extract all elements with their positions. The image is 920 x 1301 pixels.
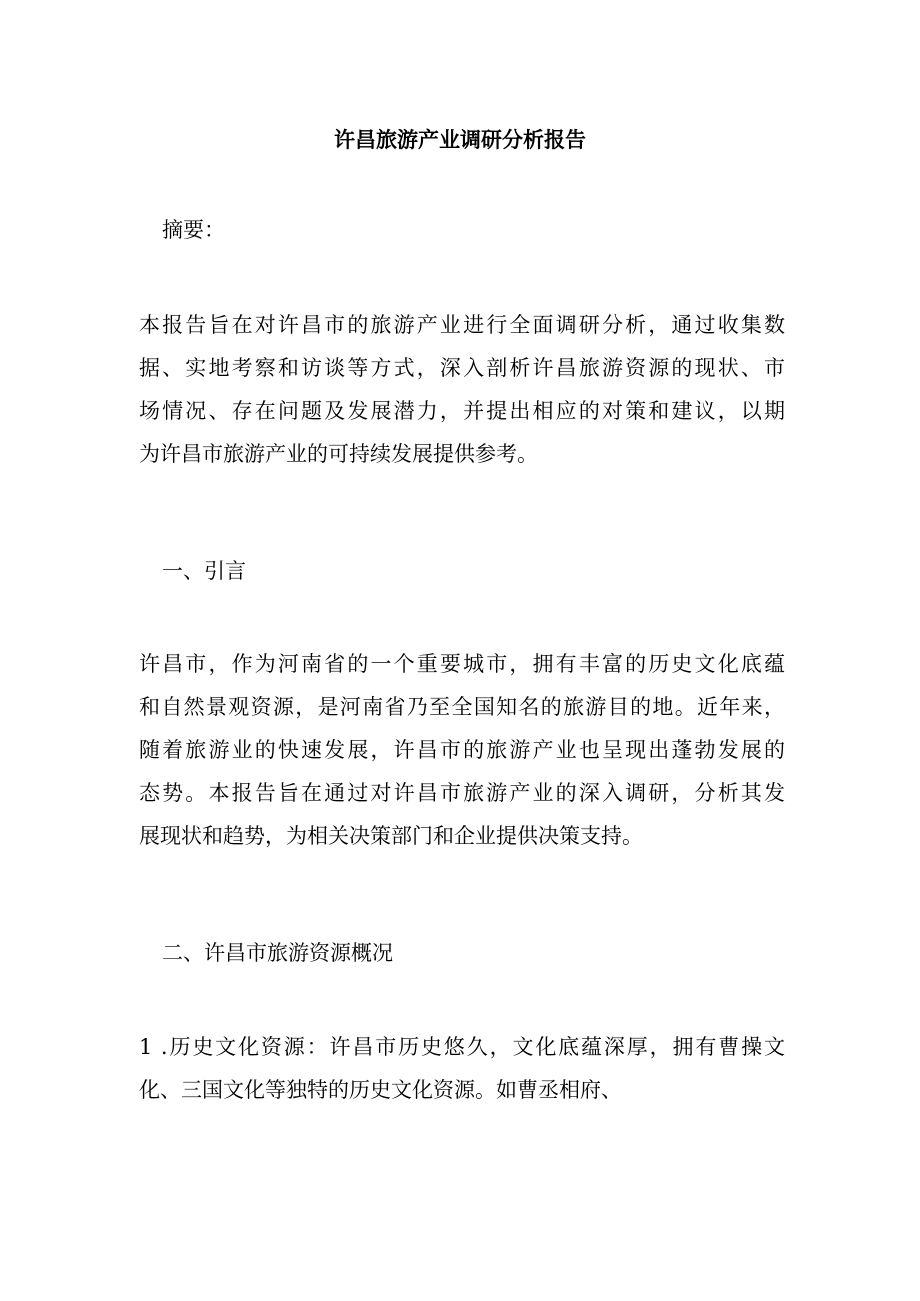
abstract-line: 据、实地考察和访谈等方式，深入剖析许昌旅游资源的现状、市 <box>139 356 785 380</box>
section-1-line: 许昌市，作为河南省的一个重要城市，拥有丰富的历史文化底蕴 <box>139 652 785 676</box>
section-2-item-1-line: 化、三国文化等独特的历史文化资源。如曹丞相府、 <box>139 1078 622 1102</box>
abstract-paragraph <box>139 304 785 476</box>
document-title: 许昌旅游产业调研分析报告 <box>334 127 586 152</box>
abstract-heading: 摘要： <box>162 218 225 242</box>
section-1-line: 随着旅游业的快速发展，许昌市的旅游产业也呈现出蓬勃发展的 <box>139 738 785 762</box>
section-2-heading: 二、许昌市旅游资源概况 <box>162 941 393 965</box>
section-1-heading: 一、引言 <box>162 559 246 583</box>
section-1-line: 态势。本报告旨在通过对许昌市旅游产业的深入调研，分析其发 <box>139 781 785 805</box>
abstract-line: 场情况、存在问题及发展潜力，并提出相应的对策和建议，以期 <box>139 399 785 423</box>
abstract-line: 本报告旨在对许昌市的旅游产业进行全面调研分析，通过收集数 <box>139 313 785 337</box>
section-1-line: 展现状和趋势，为相关决策部门和企业提供决策支持。 <box>139 824 643 848</box>
section-1-line: 和自然景观资源，是河南省乃至全国知名的旅游目的地。近年来， <box>139 695 785 719</box>
section-1-paragraph <box>139 643 785 858</box>
section-2-item-1-paragraph <box>139 1026 785 1112</box>
abstract-line: 为许昌市旅游产业的可持续发展提供参考。 <box>139 442 538 466</box>
section-2-item-1-line: 1 .历史文化资源：许昌市历史悠久，文化底蕴深厚，拥有曹操文 <box>139 1035 785 1059</box>
